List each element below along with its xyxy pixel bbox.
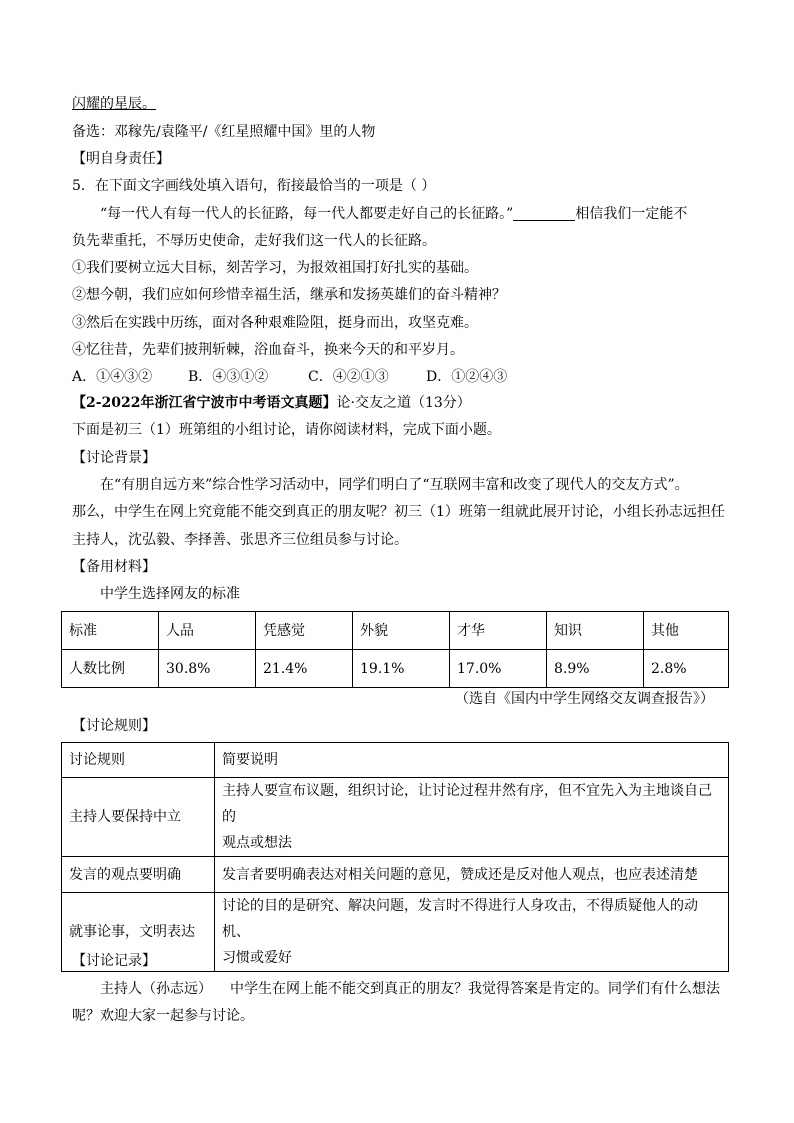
question-5-item-1: ①我们要树立远大目标，刻苦学习，为报效祖国打好扎实的基础。 bbox=[72, 260, 478, 276]
top-line-2: 备选：邓稼先/袁隆平/《红星照耀中国》里的人物 bbox=[72, 124, 376, 140]
background-line-1: 在“有朋自远方来”综合性学习活动中，同学们明白了“互联网丰富和改变了现代人的交友方式”。 bbox=[100, 477, 689, 493]
option-d: D．①②④③ bbox=[426, 369, 508, 385]
option-a: A．①④③② bbox=[72, 369, 153, 385]
fill-blank bbox=[513, 206, 575, 221]
table-cell: 8.9% bbox=[547, 650, 644, 688]
table-cell: 知识 bbox=[547, 612, 644, 650]
discussion-record-heading: 【讨论记录】 bbox=[72, 953, 156, 969]
table-cell: 外貌 bbox=[353, 612, 450, 650]
question-5-options bbox=[72, 368, 507, 386]
record-speaker: 主持人（孙志远） bbox=[100, 981, 212, 997]
table-cell: 人数比例 bbox=[62, 650, 159, 688]
question-5-paragraph-line-1 bbox=[100, 205, 687, 223]
table-source-note: （选自《国内中学生网络交友调查报告》） bbox=[455, 691, 714, 707]
question-5-quote-cont: 相信我们一定能不 bbox=[575, 206, 688, 222]
table-header-row bbox=[62, 612, 729, 650]
table-cell: 讨论规则 bbox=[62, 743, 215, 778]
table-cell: 19.1% bbox=[353, 650, 450, 688]
rule-description-line: 习惯或爱好 bbox=[222, 950, 292, 966]
question-2-intro: 下面是初三（1）班第组的小组讨论，请你阅读材料，完成下面小题。 bbox=[72, 422, 501, 438]
table-cell bbox=[215, 893, 729, 972]
discussion-background-heading: 【讨论背景】 bbox=[72, 450, 156, 466]
table-cell: 其他 bbox=[644, 612, 729, 650]
record-line-1 bbox=[100, 980, 720, 998]
question-2-topic: 论·交友之道（13分） bbox=[336, 395, 471, 411]
record-speech: 中学生在网上能不能交到真正的朋友？我觉得答案是肯定的。同学们有什么想法 bbox=[230, 981, 720, 997]
discussion-rules-table bbox=[61, 742, 729, 972]
table-row bbox=[62, 778, 729, 857]
option-b: B．④③①② bbox=[188, 369, 269, 385]
table-cell bbox=[215, 778, 729, 857]
question-5-quote: “每一代人有每一代人的长征路，每一代人都要走好自己的长征路。” bbox=[100, 206, 514, 222]
table-cell: 简要说明 bbox=[215, 743, 729, 778]
rule-description-line: 讨论的目的是研究、解决问题，发言时不得进行人身攻击，不得质疑他人的动机、 bbox=[222, 898, 698, 940]
table-row bbox=[62, 893, 729, 972]
table-cell: 30.8% bbox=[159, 650, 256, 688]
table-cell: 2.8% bbox=[644, 650, 729, 688]
table-cell: 17.0% bbox=[450, 650, 547, 688]
table-cell: 发言者要明确表达对相关问题的意见，赞成还是反对他人观点，也应表述清楚 bbox=[215, 857, 729, 893]
materials-heading: 【备用材料】 bbox=[72, 559, 156, 575]
question-5-stem: 5．在下面文字画线处填入语句，衔接最恰当的一项是（ ） bbox=[72, 178, 436, 194]
record-line-2: 呢？欢迎大家一起参与讨论。 bbox=[72, 1008, 254, 1024]
discussion-rules-heading: 【讨论规则】 bbox=[72, 718, 156, 734]
table-title: 中学生选择网友的标准 bbox=[100, 586, 240, 602]
question-2-title bbox=[72, 394, 471, 412]
table-cell: 人品 bbox=[159, 612, 256, 650]
question-5-item-2: ②想今朝，我们应如何珍惜幸福生活，继承和发扬英雄们的奋斗精神？ bbox=[72, 287, 506, 303]
table-cell: 标准 bbox=[62, 612, 159, 650]
rule-description-line: 主持人要宣布议题，组织讨论，让讨论过程井然有序，但不宜先入为主地谈自己的 bbox=[222, 783, 712, 825]
table-row bbox=[62, 857, 729, 893]
question-5-paragraph-line-2: 负先辈重托，不辱历史使命，走好我们这一代人的长征路。 bbox=[72, 233, 436, 249]
question-5-item-4: ④忆往昔，先辈们披荆斩棘，浴血奋斗，换来今天的和平岁月。 bbox=[72, 342, 464, 358]
question-5-item-3: ③然后在实践中历练，面对各种艰难险阻，挺身而出，攻坚克难。 bbox=[72, 315, 478, 331]
table-cell: 就事论事，文明表达 bbox=[62, 893, 215, 972]
background-line-3: 主持人，沈弘毅、李择善、张思齐三位组员参与讨论。 bbox=[72, 532, 408, 548]
rule-description-line: 观点或想法 bbox=[222, 835, 292, 851]
table-cell: 主持人要保持中立 bbox=[62, 778, 215, 857]
table-header-row bbox=[62, 743, 729, 778]
option-c: C．④②①③ bbox=[308, 369, 389, 385]
table-cell: 21.4% bbox=[256, 650, 353, 688]
friend-criteria-table bbox=[61, 611, 729, 688]
table-cell: 才华 bbox=[450, 612, 547, 650]
table-cell: 发言的观点要明确 bbox=[62, 857, 215, 893]
question-2-source-tag: 【2-2022年浙江省宁波市中考语文真题】 bbox=[72, 395, 337, 411]
section-heading-responsibility: 【明自身责任】 bbox=[72, 151, 170, 167]
background-line-2: 那么，中学生在网上究竟能不能交到真正的朋友呢？初三（1）班第一组就此展开讨论，小组长孙志远担任 bbox=[72, 504, 725, 520]
table-row bbox=[62, 650, 729, 688]
top-line-1: 闪耀的星辰。 bbox=[72, 96, 156, 112]
table-cell: 凭感觉 bbox=[256, 612, 353, 650]
